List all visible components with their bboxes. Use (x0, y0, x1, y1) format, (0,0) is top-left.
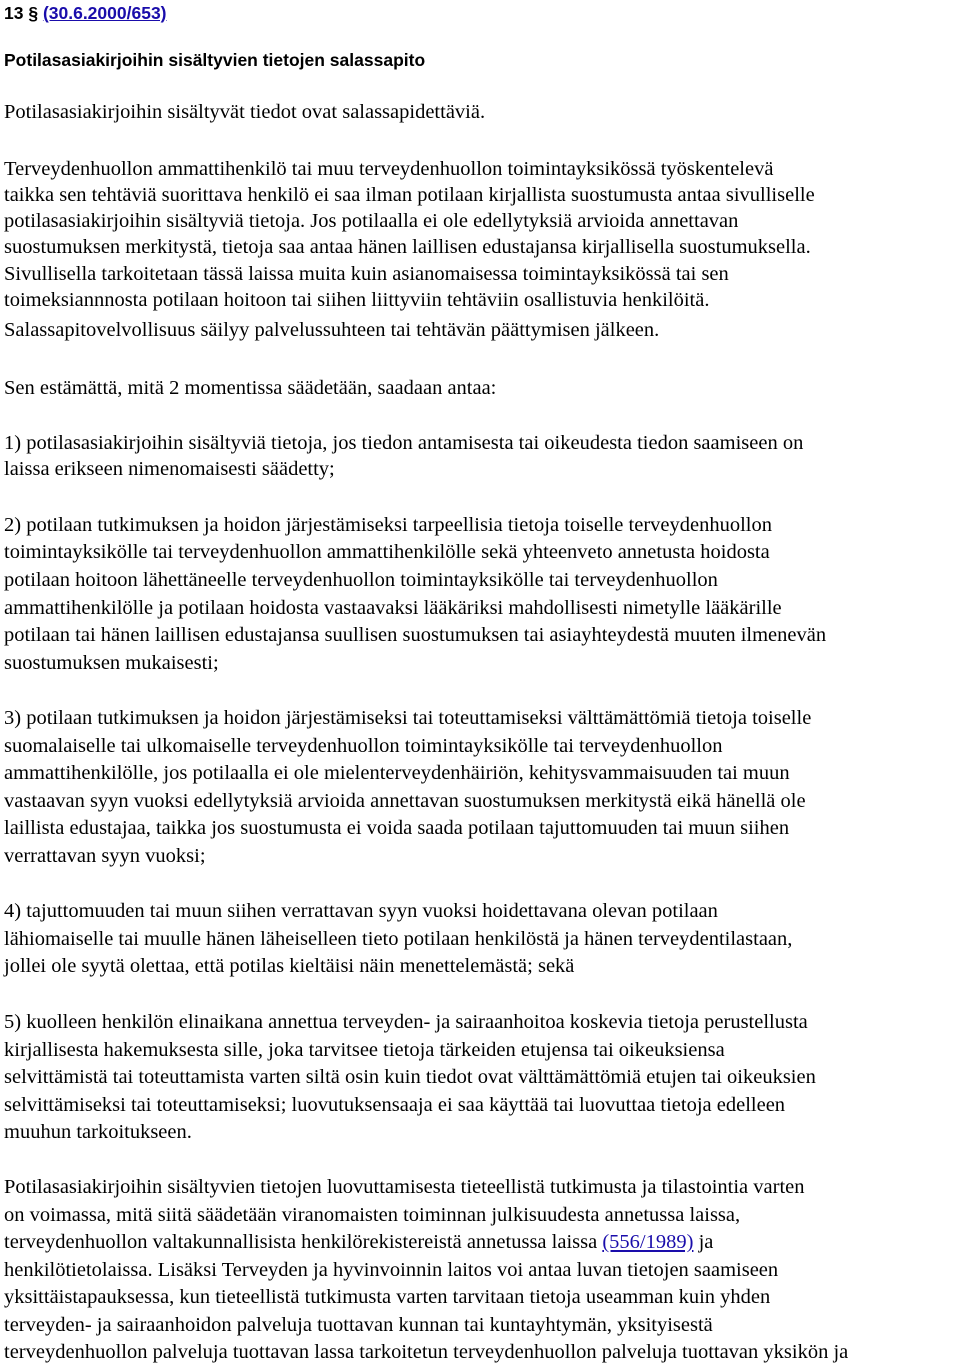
paragraph-4-line: terveyden- ja sairaanhoidon palveluja tuottavan kunnan tai kuntayhtymän, yksityisestä (4, 1314, 713, 1336)
list-item-5-line: 5) kuolleen henkilön elinaikana annettua terveyden- ja sairaanhoitoa koskevia tietoja perustellusta (4, 1011, 808, 1033)
paragraph-2-line: Terveydenhuollon ammattihenkilö tai muu terveydenhuollon toimintayksikössä työskentelevä (4, 158, 774, 180)
list-item-4-line: jollei ole syytä olettaa, että potilas kieltäisi näin menettelemästä; sekä (4, 955, 575, 977)
paragraph-2-line: taikka sen tehtäviä suorittava henkilö ei saa ilman potilaan kirjallista suostumusta antaa sivulliselle (4, 184, 815, 206)
list-item-3-line: 3) potilaan tutkimuksen ja hoidon järjestämiseksi tai toteuttamiseksi välttämättömiä tietoja toiselle (4, 707, 812, 729)
list-item-5-line: muuhun tarkoitukseen. (4, 1121, 192, 1143)
list-item-3-line: suomalaiselle tai ulkomaiselle terveydenhuollon toimintayksikölle tai terveydenhuollon (4, 735, 723, 757)
paragraph-2-line: toimeksiannnosta potilaan hoitoon tai siihen liittyviin tehtäviin osallistuvia henkilöitä. (4, 289, 710, 311)
paragraph-2-line: Sivullisella tarkoitetaan tässä laissa muita kuin asianomaisessa toimintayksikössä tai sen (4, 263, 729, 285)
paragraph-4-line: terveydenhuollon palveluja tuottavan lassa tarkoitetun terveydenhuollon palveluja tuottavan yksikön ja (4, 1341, 849, 1363)
section-heading-line (4, 0, 167, 26)
list-item-5-line: selvittämiseksi tai toteuttamiseksi; luovutuksensaaja ei saa käyttää tai luovuttaa tietoja edelleen (4, 1094, 786, 1116)
paragraph-4-line: on voimassa, mitä siitä säädetään viranomaisten toiminnan julkisuudesta annetussa laissa, (4, 1204, 741, 1226)
paragraph-4-text: ja (693, 1231, 714, 1253)
list-item-4-line: lähiomaiselle tai muulle hänen läheiselleen tieto potilaan henkilöstä ja hänen terveydentilastaan, (4, 928, 793, 950)
paragraph-2-line: suostumuksen merkitystä, tietoja saa antaa hänen laillisen edustajansa kirjallisella suostumuksella. (4, 236, 811, 258)
list-item-5-line: selvittämistä tai toteuttamista varten siltä osin kuin tiedot ovat välttämättömiä etujen tai oikeuksien (4, 1066, 816, 1088)
paragraph-1-line: Potilasasiakirjoihin sisältyvät tiedot ovat salassapidettäviä. (4, 101, 486, 123)
list-item-2-line: potilaan hoitoon lähettäneelle terveydenhuollon toimintayksikölle tai terveydenhuollon (4, 569, 718, 591)
list-item-2-line: 2) potilaan tutkimuksen ja hoidon järjestämiseksi tarpeellisia tietoja toiselle terveydenhuollon (4, 514, 772, 536)
list-item-2-line: toimintayksikölle tai terveydenhuollon ammattihenkilölle sekä yhteenveto annetusta hoidosta (4, 541, 770, 563)
statute-link[interactable]: (556/1989) (602, 1231, 694, 1253)
list-item-3-line: verrattavan syyn vuoksi; (4, 845, 206, 867)
list-item-3-line: vastaavan syyn vuoksi edellytyksiä arvioida annettavan suostumuksen merkitystä eikä hänellä ole (4, 790, 806, 812)
list-item-4-line: 4) tajuttomuuden tai muun siihen verrattavan syyn vuoksi hoidettavana olevan potilaan (4, 900, 718, 922)
paragraph-2-line: Salassapitovelvollisuus säilyy palvelussuhteen tai tehtävän päättymisen jälkeen. (4, 319, 660, 341)
list-item-3-line: laillista edustajaa, taikka jos suostumusta ei voida saada potilaan tajuttomuuden tai muun siihen (4, 817, 790, 839)
list-item-2-line: potilaan tai hänen laillisen edustajansa suullisen suostumuksen tai asiayhteydestä muuten ilmenevän (4, 624, 827, 646)
list-item-1-line: 1) potilasasiakirjoihin sisältyviä tietoja, jos tiedon antamisesta tai oikeudesta tiedon saamiseen on (4, 432, 804, 454)
paragraph-2-line: potilasasiakirjoihin sisältyviä tietoja. Jos potilaalla ei ole edellytyksiä arvioida annettavan (4, 210, 739, 232)
paragraph-4-line: yksittäistapauksessa, kun tieteellistä tutkimusta varten tarvitaan tietoja useamman kuin yhden (4, 1286, 771, 1308)
paragraph-4-line: Potilasasiakirjoihin sisältyvien tietojen luovuttamisesta tieteellistä tutkimusta ja tilastointia varten (4, 1176, 805, 1198)
paragraph-3-line: Sen estämättä, mitä 2 momentissa säädetään, saadaan antaa: (4, 377, 497, 399)
list-item-3-line: ammattihenkilölle, jos potilaalla ei ole mielenterveydenhäiriön, kehitysvammaisuuden tai muun (4, 762, 790, 784)
amendment-link[interactable]: (30.6.2000/653) (42, 3, 167, 23)
paragraph-4-line (4, 1229, 713, 1255)
list-item-1-line: laissa erikseen nimenomaisesti säädetty; (4, 458, 335, 480)
list-item-2-line: ammattihenkilölle ja potilaan hoidosta vastaavaksi lääkäriksi mahdollisesti nimetylle lääkärille (4, 597, 782, 619)
paragraph-4-line: henkilötietolaissa. Lisäksi Terveyden ja hyvinvoinnin laitos voi antaa luvan tietojen saamiseen (4, 1259, 779, 1281)
section-title: Potilasasiakirjoihin sisältyvien tietojen salassapito (4, 50, 426, 70)
list-item-2-line: suostumuksen mukaisesti; (4, 652, 219, 674)
list-item-5-line: kirjallisesta hakemuksesta sille, joka tarvitsee tietoja tärkeiden etujensa tai oikeuksiensa (4, 1039, 725, 1061)
section-number: 13 § (4, 3, 39, 23)
paragraph-4-text: terveydenhuollon valtakunnallisista henkilörekistereistä annetussa laissa (4, 1231, 603, 1253)
